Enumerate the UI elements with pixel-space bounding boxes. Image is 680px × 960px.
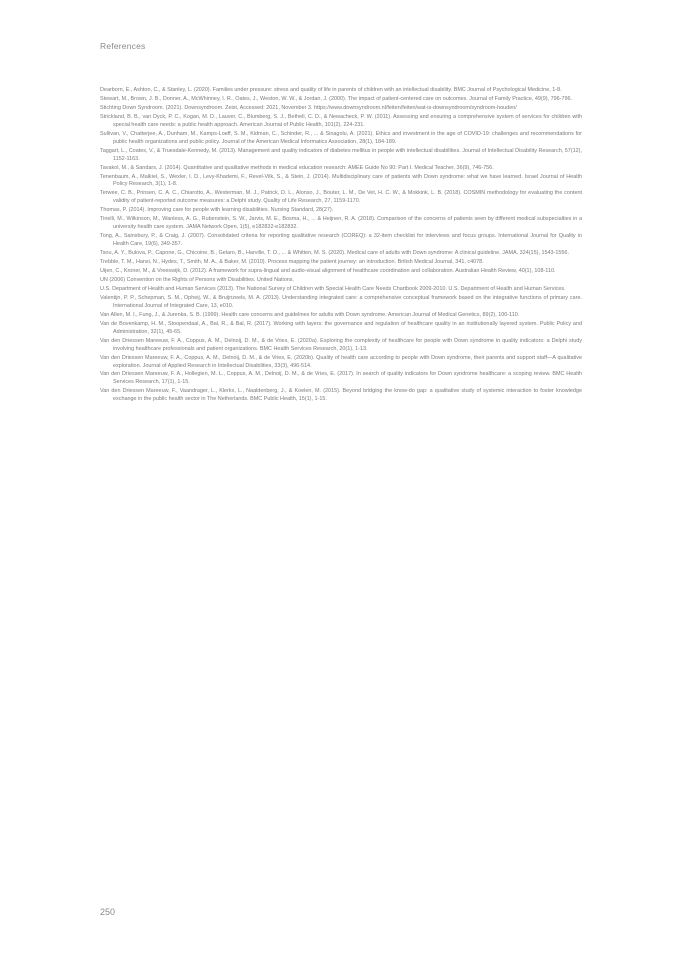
reference-item: Tavakol, M., & Sandars, J. (2014). Quantitative and qualitative methods in medical education research: AMEE Guide No 90: Part I. Medical Teacher, 36(9), 746-756. <box>100 164 494 171</box>
reference-item: Tsou, A. Y., Bulova, P., Capone, G., Chicoine, B., Gelaro, B., Harville, T. O., ... & Whitten, M. S. (2020). Medical care of adults with Down syndrome: A clinical guideline. JAMA, 324(15), 1543-1556. <box>100 250 569 257</box>
reference-item: Trebble, T. M., Hansi, N., Hydes, T., Smith, M. A., & Baker, M. (2010). Process mapping the patient journey: an introduction. British Medical Journal, 341, c4078. <box>100 259 484 266</box>
reference-item: Stewart, M., Brown, J. B., Donner, A., McWhinney, I. R., Oates, J., Weston, W. W., & Jordan, J. (2000). The impact of patient-centered care on outcomes. Journal of Family Practice, 49(9), 796-796. <box>100 95 573 102</box>
reference-item: Van den Driessen Mareeuw, F. A., Hollegien, M. L., Coppus, A. M., Delnoij, D. M., & de Vries, E. (2017). In search of quality indicators for Down syndrome healthcare: a scoping review. BMC Health Services Research, 17(1), 1-15. <box>100 371 582 386</box>
reference-item: Stichting Down Syndroom. (2021). Downsyndroom. Zeist, Accessed: 2021, November 3. https://www.downsyndroom.nl/feiten/feiten/wat-is-downsyndroom/syndroom-houden/ <box>100 104 517 111</box>
reference-item: Tenenbaum, A., Malkiel, S., Wexler, I. D., Levy-Khademi, F., Revel-Vilk, S., & Stein, J. (2014). Multidisciplinary care of patients with Down syndrome: what we have learned. Israel Journal of Health Policy Research, 3(1), 1-8. <box>100 173 582 188</box>
page-number: 250 <box>100 907 116 917</box>
reference-item: Van den Driessen Mareeuw, F. A., Coppus, A. M., Delnoij, D. M., & de Vries, E. (2020a). Exploring the complexity of healthcare for people with Down syndrome in quality indicators: a Delphi study involving healthcare professionals and patient organizations. BMC Health Services Research, 20(1), 1-13. <box>100 337 582 352</box>
reference-list <box>100 87 582 405</box>
reference-item: Tinelli, M., Wilkinson, M., Wanless, A. G., Rubenstein, S. W., Jarvis, M. E., Bosma, H., ... & Heijnen, R. A. (2018). Comparison of the concerns of patients seen by different medical subspecialties in a university health care system. JAMA Network Open, 1(5), e182832-e182832. <box>100 216 582 231</box>
reference-item: U.S. Department of Health and Human Services (2013). The National Survey of Children with Special Health Care Needs Chartbook 2009-2010. U.S. Department of Health and Human Services. <box>100 285 566 292</box>
reference-item: Van Allen, M. I., Fung, J., & Jurenka, S. B. (1999). Health care concerns and guidelines for adults with Down syndrome. American Journal of Medical Genetics, 89(2), 100-110. <box>100 311 520 318</box>
reference-item: Uijen, C., Kroner, M., & Vreeswijk, D. (2012). A framework for supra-lingual and audio-visual alignment of healthcare coordination and collaboration. Australian Health Review, 40(1), 108-110. <box>100 268 556 275</box>
reference-item: Van den Driessen Mareeuw, F. A., Coppus, A. M., Delnoij, D. M., & de Vries, E. (2020b). Quality of health care according to people with Down syndrome, their parents and support staff—A qualitative exploration. Journal of Applied Research in Intellectual Disabilities, 33(3), 496-514. <box>100 354 582 369</box>
reference-item: Dearborn, E., Ashton, C., & Stanley, L. (2020). Families under pressure: stress and quality of life in parents of children with an intellectual disability. BMC Journal of Psychological Medicine, 1-8. <box>100 87 562 93</box>
reference-item: Tong, A., Sainsbury, P., & Craig, J. (2007). Consolidated criteria for reporting qualitative research (COREQ): a 32-item checklist for interviews and focus groups. International Journal for Quality in Health Care, 19(6), 349-357. <box>100 233 582 248</box>
reference-item: Van de Bovenkamp, H. M., Stoopendaal, A., Bal, R., & Bal, R. (2017). Working with layers: the governance and regulation of healthcare quality in an institutionally layered system. Public Policy and Administration, 32(1), 45-65. <box>100 320 582 335</box>
reference-item: Taggart, L., Coates, V., & Truesdale-Kennedy, M. (2013). Management and quality indicators of diabetes mellitus in people with intellectual disabilities. Journal of Intellectual Disability Research, 57(12), 1152-1163. <box>100 147 582 162</box>
reference-item: Van den Driessen Mareeuw, F., Vaandrager, L., Klerkx, L., Naaldenberg, J., & Koelen, M. (2015). Beyond bridging the know-do gap: a qualitative study of systemic interaction to foster knowledge exchange in the public health sector in The Netherlands. BMC Public Health, 15(1), 1-15. <box>100 388 582 403</box>
reference-item: Valentijn, P. P., Schepman, S. M., Opheij, W., & Bruijnzeels, M. A. (2013). Understanding integrated care: a comprehensive conceptual framework based on the integrative functions of primary care. International Journal of Integrated Care, 13, e010. <box>100 294 582 309</box>
reference-item: UN (2006) Convention on the Rights of Persons with Disabilities. United Nations. <box>100 276 295 283</box>
reference-item: Strickland, B. B., van Dyck, P. C., Kogan, M. D., Lauver, C., Blumberg, S. J., Bethell, C. D., & Newacheck, P. W. (2011). Assessing and ensuring a comprehensive system of services for children with special health care needs: a public health approach. American Journal of Public Health, 101(2), 224-231. <box>100 113 582 128</box>
reference-item: Sullivan, V., Chatterjee, A., Dunham, M., Kamps-Loeff, S. M., Kidman, C., Schinder, R., ... & Sinagolu, A. (2021). Ethics and investment in the age of COVID-19: challenges and recommendations for public health organizations and public policy. Journal of the American Medical Informatics Association, 28(1), 184-189. <box>100 130 582 145</box>
reference-item: Thomas, P. (2014). Improving care for people with learning disabilities. Nursing Standard, 28(27). <box>100 207 334 214</box>
running-head: References <box>100 41 146 51</box>
reference-item: Terwee, C. B., Prinsen, C. A. C., Chiarotto, A., Westerman, M. J., Patrick, D. L., Alonso, J., Bouter, L. M., De Vet, H. C. W., & Mokkink, L. B. (2018). COSMIN methodology for evaluating the content validity of patient-reported outcome measures: a Delphi study. Quality of Life Research, 27, 1159-1170. <box>100 190 582 205</box>
